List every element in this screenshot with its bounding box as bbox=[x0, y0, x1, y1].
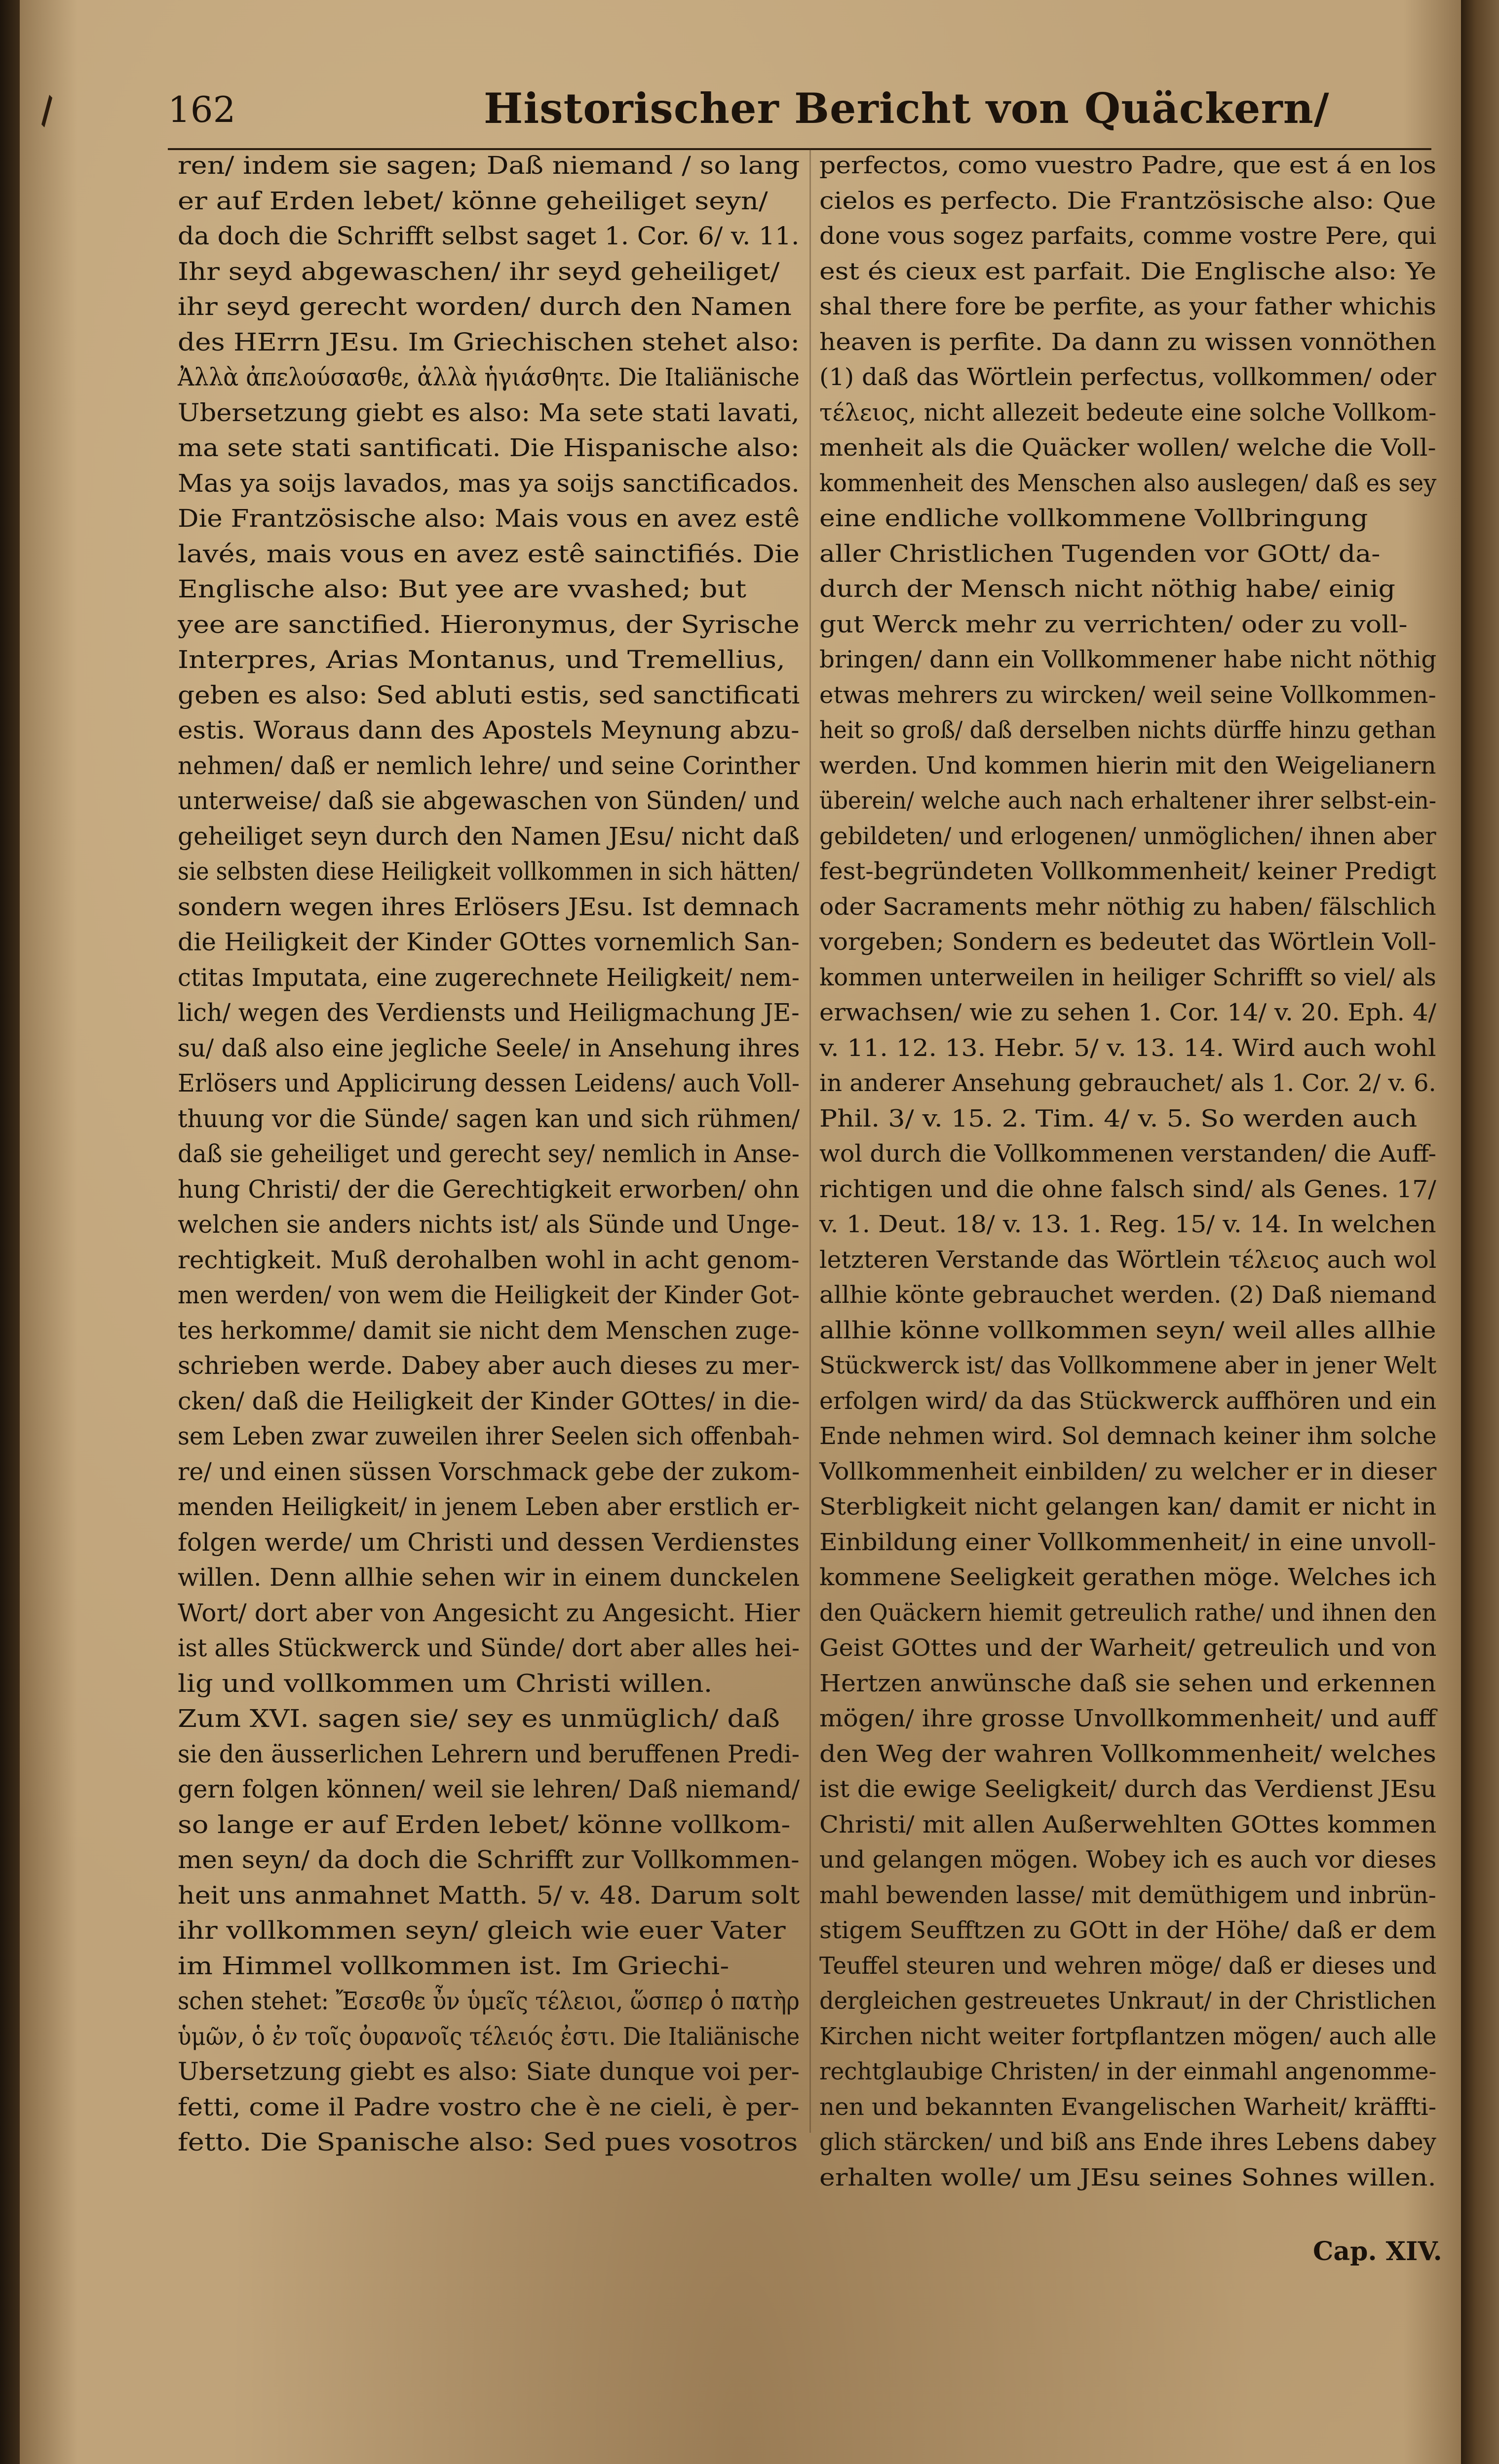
text-line: daß sie geheiliget und gerecht sey/ nemlich in Anse- bbox=[178, 1139, 800, 1168]
text-line: letzteren Verstande das Wörtlein τέλειος auch wol bbox=[819, 1246, 1437, 1274]
text-line: lavés, mais vous en avez estê sainctifiés. Die bbox=[178, 539, 800, 568]
text-line: folgen werde/ um Christi und dessen Verdienstes bbox=[178, 1527, 800, 1557]
text-line: Ubersetzung giebt es also: Ma sete stati lavati, bbox=[178, 398, 800, 427]
text-line: die Heiligkeit der Kinder GOttes vornemlich San- bbox=[178, 928, 800, 956]
text-line: sie den äusserlichen Lehrern und beruffenen Predi- bbox=[178, 1739, 800, 1768]
text-line: v. 1. Deut. 18/ v. 13. 1. Reg. 15/ v. 14. In welchen bbox=[819, 1211, 1436, 1238]
text-line: Stückwerck ist/ das Vollkommene aber in jener Welt bbox=[819, 1352, 1437, 1379]
text-line: Sterbligkeit nicht gelangen kan/ damit er nicht in bbox=[819, 1493, 1437, 1521]
text-line: perfectos, como vuestro Padre, que est á en los bbox=[819, 152, 1436, 179]
text-line: erwachsen/ wie zu sehen 1. Cor. 14/ v. 20. Eph. 4/ bbox=[819, 999, 1437, 1026]
text-line: Hertzen anwünsche daß sie sehen und erkennen bbox=[819, 1669, 1436, 1697]
text-line: den Quäckern hiemit getreulich rathe/ und ihnen den bbox=[819, 1599, 1437, 1627]
text-line: oder Sacraments mehr nöthig zu haben/ fälschlich bbox=[819, 893, 1436, 921]
text-line: ma sete stati santificati. Die Hispanische also: bbox=[178, 433, 800, 462]
text-line: gern folgen können/ weil sie lehren/ Daß niemand/ bbox=[178, 1775, 800, 1803]
text-line: estis. Woraus dann des Apostels Meynung abzu- bbox=[178, 716, 800, 744]
text-line: richtigen und die ohne falsch sind/ als Genes. 17/ bbox=[819, 1175, 1436, 1203]
text-line: erhalten wolle/ um JEsu seines Sohnes willen. bbox=[819, 2163, 1436, 2191]
text-line: Die Frantzösische also: Mais vous en avez estê bbox=[178, 504, 800, 533]
text-line: schen stehet: Ἔσεσθε ὖν ὑμεῖς τέλειοι, ὥσπερ ὁ πατὴρ bbox=[178, 1987, 800, 2015]
text-line: sondern wegen ihres Erlösers JEsu. Ist demnach bbox=[178, 892, 800, 921]
text-line: Wort/ dort aber von Angesicht zu Angesicht. Hier bbox=[178, 1598, 800, 1627]
text-line: ihr seyd gerecht worden/ durch den Namen bbox=[178, 292, 792, 321]
text-line: v. 11. 12. 13. Hebr. 5/ v. 13. 14. Wird auch wohl bbox=[819, 1034, 1436, 1062]
text-line: fest-begründeten Vollkommenheit/ keiner Predigt bbox=[819, 858, 1436, 885]
text-line: yee are sanctified. Hieronymus, der Syrische bbox=[178, 610, 800, 639]
text-line: Phil. 3/ v. 15. 2. Tim. 4/ v. 5. So werden auch bbox=[819, 1104, 1418, 1133]
text-line: re/ und einen süssen Vorschmack gebe der zukom- bbox=[178, 1457, 800, 1486]
ink-mark-icon bbox=[39, 94, 54, 128]
text-line: tes herkomme/ damit sie nicht dem Menschen zuge- bbox=[178, 1316, 800, 1345]
text-line: ist die ewige Seeligkeit/ durch das Verdienst JEsu bbox=[819, 1775, 1437, 1803]
text-line: nehmen/ daß er nemlich lehre/ und seine Corinther bbox=[178, 751, 800, 780]
text-line: mögen/ ihre grosse Unvollkommenheit/ und auff bbox=[819, 1705, 1436, 1732]
text-line: gebildeten/ und erlogenen/ unmöglichen/ ihnen aber bbox=[819, 822, 1436, 850]
text-line: allhie könne vollkommen seyn/ weil alles allhie bbox=[819, 1316, 1436, 1344]
text-line: Ubersetzung giebt es also: Siate dunque voi per- bbox=[178, 2057, 800, 2086]
text-line: heit uns anmahnet Matth. 5/ v. 48. Darum solt bbox=[178, 1880, 800, 1910]
text-line: des HErrn JEsu. Im Griechischen stehet also: bbox=[178, 327, 800, 356]
left-text-column bbox=[178, 148, 800, 2160]
text-line: menden Heiligkeit/ in jenem Leben aber erstlich er- bbox=[178, 1492, 800, 1521]
text-line: τέλειος, nicht allezeit bedeute eine solche Vollkom- bbox=[819, 398, 1437, 427]
text-line: Kirchen nicht weiter fortpflantzen mögen/ auch alle bbox=[819, 2022, 1437, 2050]
text-line: vorgeben; Sondern es bedeutet das Wörtlein Voll- bbox=[819, 928, 1437, 956]
text-line: su/ daß also eine jegliche Seele/ in Ansehung ihres bbox=[178, 1033, 800, 1062]
text-line: etwas mehrers zu wircken/ weil seine Vollkommen- bbox=[819, 681, 1436, 709]
text-line: werden. Und kommen hierin mit den Weigelianern bbox=[819, 751, 1436, 780]
text-line: geheiliget seyn durch den Namen JEsu/ nicht daß bbox=[178, 821, 800, 851]
running-title: Historischer Bericht von Quäckern/ bbox=[484, 84, 1330, 133]
text-line: fetti, come il Padre vostro che è ne cieli, è per- bbox=[178, 2092, 800, 2121]
text-line: überein/ welche auch nach erhaltener ihrer selbst-ein- bbox=[819, 787, 1437, 815]
text-line: den Weg der wahren Vollkommenheit/ welches bbox=[819, 1740, 1436, 1768]
text-line: kommen unterweilen in heiliger Schrifft so viel/ als bbox=[819, 963, 1436, 991]
text-line: so lange er auf Erden lebet/ könne vollkom- bbox=[178, 1810, 791, 1839]
text-line: lig und vollkommen um Christi willen. bbox=[178, 1669, 713, 1698]
text-line: thuung vor die Sünde/ sagen kan und sich rühmen/ bbox=[178, 1104, 800, 1133]
text-line: Ἀλλὰ ἀπελούσασθε, ἀλλὰ ἡγιάσθητε. Die Italiänische bbox=[178, 363, 800, 391]
text-line: heit so groß/ daß derselben nichts dürffe hinzu gethan bbox=[819, 716, 1436, 744]
text-line: men seyn/ da doch die Schrifft zur Vollkommen- bbox=[178, 1845, 800, 1874]
text-line: fetto. Die Spanische also: Sed pues vosotros bbox=[178, 2128, 798, 2156]
text-line: rechtigkeit. Muß derohalben wohl in acht genom- bbox=[178, 1245, 800, 1274]
text-line: cken/ daß die Heiligkeit der Kinder GOttes/ in die- bbox=[178, 1386, 800, 1415]
text-line: Vollkommenheit einbilden/ zu welcher er in dieser bbox=[819, 1457, 1437, 1486]
text-line: kommenheit des Menschen also auslegen/ daß es sey bbox=[819, 469, 1437, 497]
text-line: er auf Erden lebet/ könne geheiliget seyn/ bbox=[178, 186, 768, 215]
text-line: in anderer Ansehung gebrauchet/ als 1. Cor. 2/ v. 6. bbox=[819, 1069, 1436, 1097]
text-line: bringen/ dann ein Vollkommener habe nicht nöthig bbox=[819, 646, 1437, 673]
right-text-column bbox=[819, 148, 1436, 2195]
text-line: dergleichen gestreuetes Unkraut/ in der Christlichen bbox=[819, 1987, 1436, 2015]
text-line: Teuffel steuren und wehren möge/ daß er dieses und bbox=[819, 1952, 1437, 1980]
text-line: im Himmel vollkommen ist. Im Griechi- bbox=[178, 1951, 730, 1980]
text-line: Einbildung einer Vollkommenheit/ in eine unvoll- bbox=[819, 1528, 1436, 1556]
text-line: Ende nehmen wird. Sol demnach keiner ihm solche bbox=[819, 1422, 1437, 1450]
text-line: cielos es perfecto. Die Frantzösische also: Que bbox=[819, 187, 1436, 215]
text-line: Christi/ mit allen Außerwehlten GOttes kommen bbox=[819, 1810, 1437, 1838]
text-line: Mas ya soijs lavados, mas ya soijs sanctificados. bbox=[178, 469, 800, 498]
text-line: ist alles Stückwerck und Sünde/ dort aber alles hei- bbox=[178, 1634, 800, 1662]
text-line: men werden/ von wem die Heiligkeit der Kinder Got- bbox=[178, 1281, 800, 1309]
text-line: est és cieux est parfait. Die Englische also: Ye bbox=[819, 257, 1437, 285]
text-line: unterweise/ daß sie abgewaschen von Sünden/ und bbox=[178, 786, 800, 815]
text-line: gut Werck mehr zu verrichten/ oder zu voll- bbox=[819, 610, 1408, 638]
text-line: ren/ indem sie sagen; Daß niemand / so lang bbox=[178, 151, 800, 180]
text-line: lich/ wegen des Verdiensts und Heiligmachung JE- bbox=[178, 998, 800, 1027]
text-line: hung Christi/ der die Gerechtigkeit erworben/ ohn bbox=[178, 1174, 800, 1204]
text-line: allhie könte gebrauchet werden. (2) Daß niemand bbox=[819, 1281, 1437, 1309]
text-line: glich stärcken/ und biß ans Ende ihres Lebens dabey bbox=[819, 2128, 1436, 2156]
text-line: heaven is perfite. Da dann zu wissen vonnöthen bbox=[819, 328, 1437, 356]
text-line: Ihr seyd abgewaschen/ ihr seyd geheiliget/ bbox=[178, 257, 780, 286]
text-line: schrieben werde. Dabey aber auch dieses zu mer- bbox=[178, 1351, 800, 1380]
text-line: sie selbsten diese Heiligkeit vollkommen in sich hätten/ bbox=[178, 857, 800, 886]
text-line: durch der Mensch nicht nöthig habe/ einig bbox=[819, 575, 1395, 603]
catchword: Cap. XIV. bbox=[1313, 2236, 1442, 2267]
text-line: sem Leben zwar zuweilen ihrer Seelen sich offenbah- bbox=[178, 1422, 800, 1450]
text-line: geben es also: Sed abluti estis, sed sanctificati bbox=[178, 680, 800, 709]
text-line: menheit als die Quäcker wollen/ welche die Voll- bbox=[819, 434, 1436, 462]
text-line: Englische also: But yee are vvashed; but bbox=[178, 575, 747, 603]
text-line: Interpres, Arias Montanus, und Tremellius, bbox=[178, 645, 785, 674]
text-line: done vous sogez parfaits, comme vostre Pere, qui bbox=[819, 222, 1437, 250]
text-line: (1) daß das Wörtlein perfectus, vollkommen/ oder bbox=[819, 363, 1436, 391]
text-line: shal there fore be perfite, as your father whichis bbox=[819, 293, 1436, 320]
text-line: ὑμῶν, ὁ ἐν τοῖς ὀυρανοῖς τέλειός ἐστι. Die Italiänische bbox=[178, 2022, 800, 2051]
text-line: da doch die Schrifft selbst saget 1. Cor. 6/ v. 11. bbox=[178, 222, 800, 250]
text-line: stigem Seufftzen zu GOtt in der Höhe/ daß er dem bbox=[819, 1916, 1436, 1944]
page-number: 162 bbox=[168, 89, 236, 130]
text-line: eine endliche vollkommene Vollbringung bbox=[819, 505, 1368, 532]
text-line: und gelangen mögen. Wobey ich es auch vor dieses bbox=[819, 1846, 1437, 1874]
text-line: welchen sie anders nichts ist/ als Sünde und Unge- bbox=[178, 1210, 800, 1239]
text-line: willen. Denn allhie sehen wir in einem dunckelen bbox=[178, 1563, 800, 1592]
text-line: Geist GOttes und der Warheit/ getreulich und von bbox=[819, 1634, 1437, 1662]
text-line: Zum XVI. sagen sie/ sey es unmüglich/ daß bbox=[178, 1704, 780, 1733]
text-line: nen und bekannten Evangelischen Warheit/ kräffti- bbox=[819, 2093, 1437, 2121]
text-line: kommene Seeligkeit gerathen möge. Welches ich bbox=[819, 1564, 1437, 1591]
page-header bbox=[168, 84, 1451, 158]
text-line: aller Christlichen Tugenden vor GOtt/ da- bbox=[819, 540, 1381, 568]
text-line: wol durch die Vollkommenen verstanden/ die Auff- bbox=[819, 1140, 1437, 1168]
text-line: Erlösers und Applicirung dessen Leidens/ auch Voll- bbox=[178, 1069, 800, 1097]
text-line: mahl bewenden lasse/ mit demüthigem und inbrün- bbox=[819, 1881, 1436, 1909]
text-line: rechtglaubige Christen/ in der einmahl angenomme- bbox=[819, 2058, 1437, 2085]
text-line: ctitas Imputata, eine zugerechnete Heiligkeit/ nem- bbox=[178, 963, 800, 992]
book-gutter-edge bbox=[0, 0, 20, 2464]
text-line: erfolgen wird/ da das Stückwerck auffhören und ein bbox=[819, 1387, 1437, 1415]
text-line: ihr vollkommen seyn/ gleich wie euer Vater bbox=[178, 1916, 786, 1945]
